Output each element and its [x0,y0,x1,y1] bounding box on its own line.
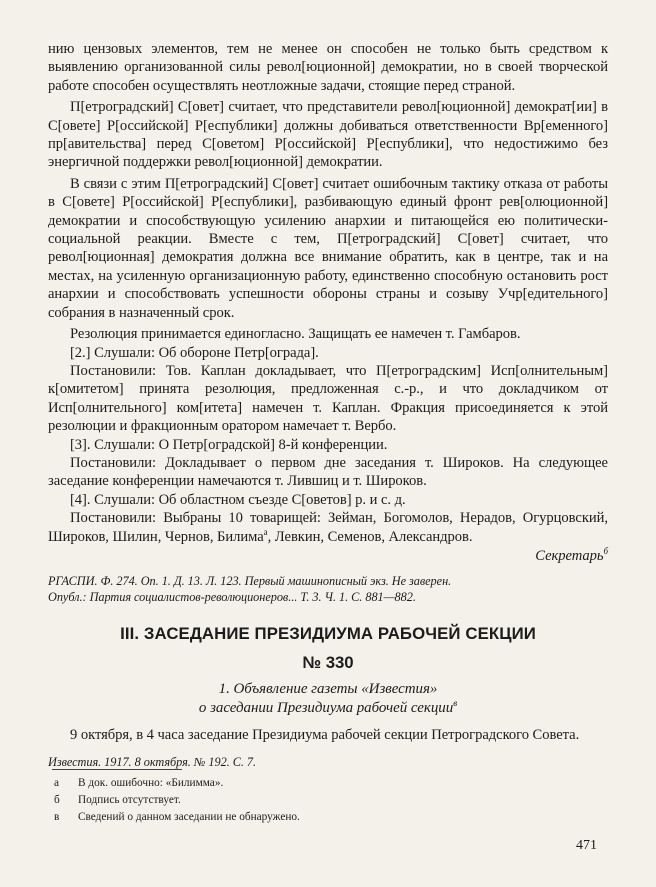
main-text [48,40,608,771]
archive-source [48,573,608,605]
document-number: № 330 [302,652,354,672]
paragraph: [2.] Слушали: Об обороне Петр[ограда]. [70,344,319,361]
document-subtitle [48,680,608,718]
footnote-mark: в [54,811,60,823]
paragraph: П[етроградский] С[овет] считает, что представители револ[юционной] демократ[ии] в С[овете] Р[оссийской] Р[еспублики] должны добиваться ответственности Вр[еменного] пр[авительства] перед С[оветом] Р[оссийской] Р[еспублики], что недостижимо без энергичной поддержки револ[юционной] демократии. [48,99,608,171]
subtitle-line-2 [48,699,608,718]
paragraph-text: , Левкин, Семенов, Александров. [267,528,473,545]
section-title: III. ЗАСЕДАНИЕ ПРЕЗИДИУМА РАБОЧЕЙ СЕКЦИИ [120,624,536,644]
paragraph: Постановили: Докладывает о первом дне заседания т. Широков. На следующее заседание конференции намечаются т. Лившиц и т. Широков. [48,454,608,490]
page-number: 471 [576,838,597,853]
announcement-source: Известия. 1917. 8 октября. № 192. С. 7. [48,754,257,769]
footnote [52,775,612,792]
subtitle-line: 1. Объявление газеты «Известия» [218,681,438,698]
paragraph: В связи с этим П[етроградский] С[овет] считает ошибочным тактику отказа от работы в С[овете] Р[оссийской] Р[еспублики], разбивающую единый фронт рев[олюционной] демократии и способствующую усилению анархии и питающейся ею политически-социальной реакции. Вместе с тем, П[етроградский] С[овет] считает, что револ[юционная] демократия должна все внимание обратить, как в центре, так и на местах, на усиленную организационную работу, единственно способную остановить рост анархии и способствовать успешности обороны страны и созыву Учр[едительного] собрания в назначенный срок. [48,175,608,321]
footnote-mark: б [54,794,60,806]
signature [48,547,608,565]
paragraph-elected [48,509,608,546]
footnote [52,792,612,809]
announcement: 9 октября, в 4 часа заседание Президиума рабочей секции Петроградского Совета. [70,727,580,744]
paragraph: Резолюция принимается единогласно. Защищать ее намечен т. Гамбаров. [70,326,521,343]
paragraph: нию цензовых элементов, тем не менее он способен не только быть средством к выявлению организованной силы револ[юционной] демократии, но в своей творческой работе способен осуществлять неотложные задачи, стоящие перед страной. [48,41,608,94]
footnote-text: Подпись отсутствует. [78,794,181,806]
footnote-ref: б [603,546,608,557]
source-line: Опубл.: Партия социалистов-революционеров... Т. 3. Ч. 1. С. 881—882. [48,590,416,605]
source-line: РГАСПИ. Ф. 274. Оп. 1. Д. 13. Л. 123. Первый машинописный экз. Не заверен. [48,574,452,589]
subtitle-text: о заседании Президиума рабочей секции [198,700,454,717]
paragraph: Постановили: Тов. Каплан докладывает, что П[етроградским] Исп[олнительным] к[омитетом] принята резолюция, предложенная с.-р., и что докладчиком от Исп[олнительного] ком[итета] намечен т. Каплан. Фракция присоединяется к этой резолюции и фракционным оратором намечает т. Вербо. [48,362,608,435]
signature-text: Секретарь [535,547,604,564]
footnote [52,809,612,826]
footnote-ref: а [263,526,268,537]
footnote-text: Сведений о данном заседании не обнаружено. [78,811,300,823]
footnote-text: В док. ошибочно: «Билимма». [78,777,224,789]
footnote-ref: в [453,698,458,709]
footnote-divider [52,769,182,770]
paragraph: [4]. Слушали: Об областном съезде С[оветов] р. и с. д. [70,491,406,508]
footnotes [52,775,612,826]
footnote-mark: а [54,777,60,789]
paragraph-text: Постановили: Выбраны 10 товарищей: Зейман, Богомолов, Нерадов, Огурцовский, Широков, Шилин, Чернов, Билима [48,510,608,545]
paragraph: [3]. Слушали: О Петр[оградской] 8-й конференции. [70,436,388,453]
